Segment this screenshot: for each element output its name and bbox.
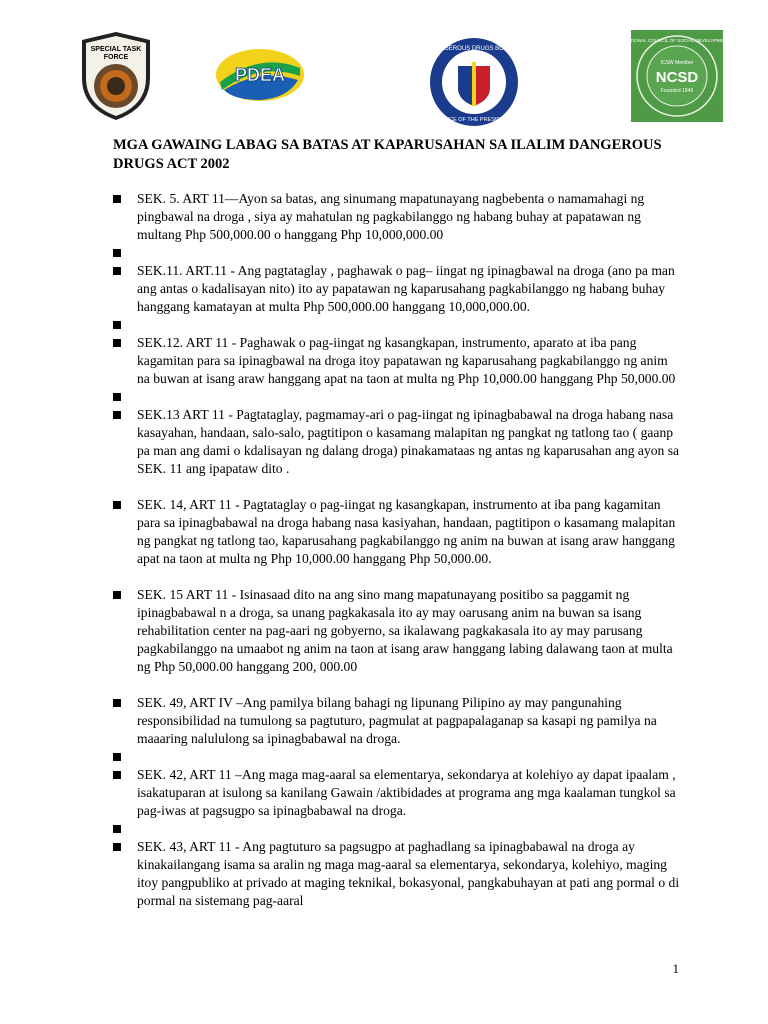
- provisions-list: [113, 190, 683, 910]
- square-bullet-icon: [113, 339, 121, 347]
- dangerous-drugs-board-seal: [428, 36, 520, 128]
- list-item: [113, 388, 683, 406]
- square-bullet-icon: [113, 591, 121, 599]
- square-bullet-icon: [113, 249, 121, 257]
- list-item-text: SEK. 15 ART 11 - Isinasaad dito na ang sino mang mapatunayang positibo sa paggamit ng ipinagbabawal n a droga, sa unang pagkakasala ito ay may oarusang anim na buwan sa isang rehabilitation center na pag-aari ng gobyerno, sa ikalawang pagkakasala ito ay may parusang pagkabilanggo na umaabot ng anim na taon at isang araw hanggang labing dalawang taon at multa ng Php 50,000.00 hanggang 200, 000.00: [137, 587, 673, 674]
- list-item-text: SEK. 42, ART 11 –Ang maga mag-aaral sa elementarya, sekondarya at kolehiyo ay dapat ipaalam , isakatuparan at isulong sa kanilang Gawain /aktibidades at programa ang mga kaalaman tungkol sa pag-iwas at pagsugpo sa ipinagbabawal na droga.: [137, 767, 676, 818]
- square-bullet-icon: [113, 393, 121, 401]
- list-item-text: SEK. 43, ART 11 - Ang pagtuturo sa pagsugpo at paghadlang sa ipinagbabawal na droga ay kinakailangang isama sa aralin ng maga mag-aaral sa elementarya, sekondarya, kolehiyo, maging itoy pangpubliko at privado at maging teknikal, bokasyonal, pangkabuhayan at pati ang pormal o di pormal na sistemang pag-aaral: [137, 839, 680, 908]
- list-item: [113, 316, 683, 334]
- list-item: [113, 496, 683, 568]
- list-item-text: SEK. 5. ART 11—Ayon sa batas, ang sinumang mapatunayang nagbebenta o namamahagi ng pingbawal na droga , siya ay mahatulan ng pagkabilanggo ng habang buhay at papatawan ng multang Php 500,000.00 o hanggang Php 10,000,000.00: [137, 191, 645, 242]
- square-bullet-icon: [113, 771, 121, 779]
- square-bullet-icon: [113, 321, 121, 329]
- list-item: [113, 586, 683, 676]
- page-number: 1: [672, 961, 679, 976]
- square-bullet-icon: [113, 825, 121, 833]
- ddb-ring-bottom: OFFICE OF THE PRESIDENT: [436, 117, 512, 123]
- list-item: [113, 334, 683, 388]
- ncsd-sub-text: Founded 1949: [660, 88, 694, 94]
- list-item-text: SEK. 14, ART 11 - Pagtataglay o pag-iingat ng kasangkapan, instrumento at iba pang kagamitan para sa ipinagbabawal na droga habang nasa kasiyahan, handaan, pagtitipon o kasamang malapitan ng pangkat ng tatlong tao, kaparusahang pagkabilanggo ng anim na buwan at isang araw hanggang apat na taon at multa ng Php 10,000.00 hanggang Php 50,000.00.: [137, 497, 676, 566]
- square-bullet-icon: [113, 195, 121, 203]
- paragraph-gap: [113, 478, 683, 496]
- list-item: [113, 748, 683, 766]
- ddb-ring-top: DANGEROUS DRUGS BOARD: [431, 46, 517, 52]
- list-item: [113, 262, 683, 316]
- list-item: [113, 406, 683, 478]
- task-force-text-bottom: FORCE: [103, 54, 129, 61]
- paragraph-gap: [113, 568, 683, 586]
- square-bullet-icon: [113, 501, 121, 509]
- list-item-text: SEK. 49, ART IV –Ang pamilya bilang bahagi ng lipunang Pilipino ay may pangunahing responsibilidad na tumulong sa pagtuturo, pagmulat at pagpapalaganap sa kasapi ng pamilya na maaaring nalululong sa ipinagbabawal na droga.: [137, 695, 657, 746]
- ncsd-ring-text: NATIONAL COUNCIL OF SOCIAL DEVELOPMENT: [624, 38, 730, 43]
- pdea-text: PDEA: [234, 65, 286, 85]
- list-item: [113, 244, 683, 262]
- pdea-logo: [214, 46, 306, 104]
- square-bullet-icon: [113, 699, 121, 707]
- square-bullet-icon: [113, 267, 121, 275]
- list-item-text: SEK.13 ART 11 - Pagtataglay, pagmamay-ari o pag-iingat ng ipinagbabawal na droga habang nasa kasayahan, handaan, salo-salo, pagtitipon o kasamang malapitan ng pangkat ng tatlong tao ( gaanp pa man ang dami o kdalisayan ng dalang droga) pinakamataas ng antas ng kaparusahan ang ayon sa SEK. 11 ang ipapataw dito .: [137, 407, 680, 476]
- square-bullet-icon: [113, 843, 121, 851]
- document-title: MGA GAWAING LABAG SA BATAS AT KAPARUSAHAN SA ILALIM DANGEROUS DRUGS ACT 2002: [113, 137, 662, 172]
- list-item: [113, 838, 683, 910]
- ncsd-text: NCSD: [655, 69, 699, 86]
- ncsd-logo: [624, 30, 730, 122]
- list-item: [113, 820, 683, 838]
- logo-bar: [0, 0, 768, 130]
- list-item-text: SEK.11. ART.11 - Ang pagtataglay , paghawak o pag– iingat ng ipinagbawal na droga (ano pa man ang antas o kadalisayan nito) ito ay papatawan ng kaparusahang pagkabilanggo ng habang buhay hanggang kamatayan at multa Php 500,000.00 hanggang 10,000,000.00.: [137, 263, 675, 314]
- list-item: [113, 694, 683, 748]
- ncsd-small-text: ICSW Member: [660, 60, 694, 66]
- list-item-text: SEK.12. ART 11 - Paghawak o pag-iingat ng kasangkapan, instrumento, aparato at iba pang kagamitan para sa ipinagbawal na droga itoy papatawan ng kaparusahang pagkabilanggo ng anim na buwan at isang araw hanggang apat na taon at multa ng Php 10,000.00 hanggang Php 50,000.00: [137, 335, 676, 386]
- list-item: [113, 766, 683, 820]
- square-bullet-icon: [113, 411, 121, 419]
- task-force-text-top: SPECIAL TASK: [90, 46, 142, 53]
- list-item: [113, 190, 683, 244]
- special-task-force-logo: [78, 30, 154, 122]
- square-bullet-icon: [113, 753, 121, 761]
- paragraph-gap: [113, 676, 683, 694]
